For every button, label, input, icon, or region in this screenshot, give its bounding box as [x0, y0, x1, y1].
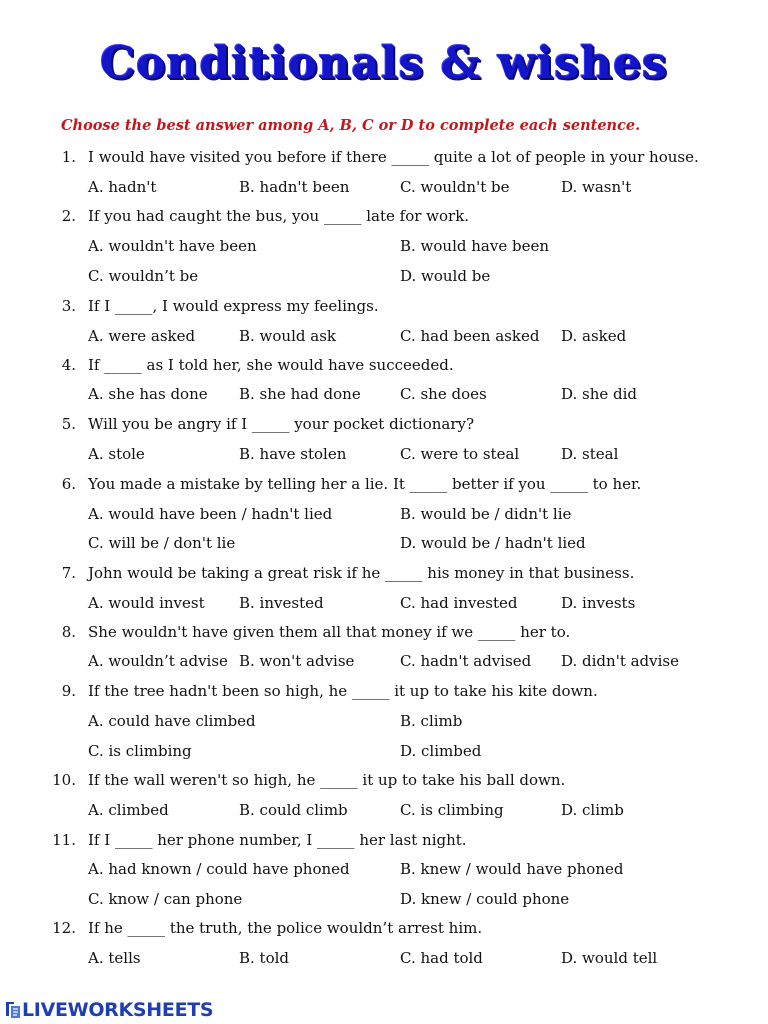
question-1-text: I would have visited you before if there _____ quite a lot of people in your house.: [88, 148, 699, 166]
question-3-option-c: C. had been asked: [400, 327, 540, 345]
question-5-option-a: A. stole: [88, 445, 145, 463]
question-1-option-a: A. hadn't: [88, 178, 157, 196]
question-9-option-d: D. climbed: [400, 742, 482, 760]
question-9-option-a: A. could have climbed: [88, 712, 256, 730]
question-8-option-b: B. won't advise: [239, 652, 355, 670]
question-6-option-b: B. would be / didn't lie: [400, 505, 572, 523]
question-4-option-a: A. she has done: [88, 385, 208, 403]
question-3-text: If I _____, I would express my feelings.: [88, 297, 379, 315]
question-7-option-b: B. invested: [239, 594, 324, 612]
question-2-option-c: C. wouldn’t be: [88, 267, 199, 285]
question-2-option-a: A. wouldn't have been: [88, 237, 257, 255]
page-title: Conditionals & wishes: [100, 38, 668, 89]
question-11-option-b: B. knew / would have phoned: [400, 860, 624, 878]
question-6-option-d: D. would be / hadn't lied: [400, 534, 586, 552]
question-10-number: 10.: [52, 771, 76, 789]
question-6-option-c: C. will be / don't lie: [88, 534, 236, 552]
question-11-option-c: C. know / can phone: [88, 890, 243, 908]
question-10-option-d: D. climb: [561, 801, 624, 819]
question-9-number: 9.: [61, 682, 76, 700]
question-6-text: You made a mistake by telling her a lie. It _____ better if you _____ to her.: [88, 475, 642, 493]
question-10-text: If the wall weren't so high, he _____ it up to take his ball down.: [88, 771, 566, 789]
question-3-option-a: A. were asked: [88, 327, 196, 345]
question-11-text: If I _____ her phone number, I _____ her last night.: [88, 831, 467, 849]
question-7-option-c: C. had invested: [400, 594, 518, 612]
question-4-number: 4.: [61, 356, 76, 374]
instructions: Choose the best answer among A, B, C or D to complete each sentence.: [61, 117, 641, 134]
question-6-option-a: A. would have been / hadn't lied: [88, 505, 333, 523]
question-7-option-d: D. invests: [561, 594, 636, 612]
footer-brand: LIVEWORKSHEETS: [22, 999, 214, 1021]
question-8-option-d: D. didn't advise: [561, 652, 680, 670]
question-7-option-a: A. would invest: [88, 594, 205, 612]
question-12-option-c: C. had told: [400, 949, 483, 967]
question-7-text: John would be taking a great risk if he _____ his money in that business.: [88, 564, 635, 582]
question-1-option-c: C. wouldn't be: [400, 178, 510, 196]
question-1-option-d: D. wasn't: [561, 178, 632, 196]
question-1-number: 1.: [61, 148, 76, 166]
question-2-option-d: D. would be: [400, 267, 491, 285]
footer: [0, 998, 768, 1024]
question-4-option-c: C. she does: [400, 385, 487, 403]
question-5-text: Will you be angry if I _____ your pocket dictionary?: [88, 415, 475, 433]
question-10-option-b: B. could climb: [239, 801, 348, 819]
question-3-option-b: B. would ask: [239, 327, 336, 345]
question-5-option-b: B. have stolen: [239, 445, 347, 463]
question-3-option-d: D. asked: [561, 327, 627, 345]
question-5-number: 5.: [61, 415, 76, 433]
question-4-text: If _____ as I told her, she would have succeeded.: [88, 356, 454, 374]
question-6-number: 6.: [61, 475, 76, 493]
question-9-option-c: C. is climbing: [88, 742, 192, 760]
question-5-option-c: C. were to steal: [400, 445, 520, 463]
question-4-option-d: D. she did: [561, 385, 638, 403]
question-11-option-d: D. knew / could phone: [400, 890, 570, 908]
question-4-option-b: B. she had done: [239, 385, 361, 403]
question-8-text: She wouldn't have given them all that money if we _____ her to.: [88, 623, 571, 641]
question-2-option-b: B. would have been: [400, 237, 549, 255]
question-12-option-b: B. told: [239, 949, 290, 967]
question-12-number: 12.: [52, 919, 76, 937]
question-8-option-c: C. hadn't advised: [400, 652, 532, 670]
question-12-option-a: A. tells: [88, 949, 141, 967]
question-8-number: 8.: [61, 623, 76, 641]
question-1-option-b: B. hadn't been: [239, 178, 350, 196]
question-12-text: If he _____ the truth, the police wouldn’t arrest him.: [88, 919, 483, 937]
question-9-text: If the tree hadn't been so high, he _____ it up to take his kite down.: [88, 682, 598, 700]
liveworksheets-logo-icon: [4, 1001, 22, 1019]
question-11-number: 11.: [52, 831, 76, 849]
question-12-option-d: D. would tell: [561, 949, 658, 967]
question-7-number: 7.: [61, 564, 76, 582]
question-8-option-a: A. wouldn’t advise: [88, 652, 228, 670]
question-3-number: 3.: [61, 297, 76, 315]
question-5-option-d: D. steal: [561, 445, 619, 463]
question-10-option-c: C. is climbing: [400, 801, 504, 819]
question-2-text: If you had caught the bus, you _____ late for work.: [88, 207, 470, 225]
question-9-option-b: B. climb: [400, 712, 463, 730]
question-11-option-a: A. had known / could have phoned: [88, 860, 350, 878]
question-2-number: 2.: [61, 207, 76, 225]
question-10-option-a: A. climbed: [88, 801, 169, 819]
